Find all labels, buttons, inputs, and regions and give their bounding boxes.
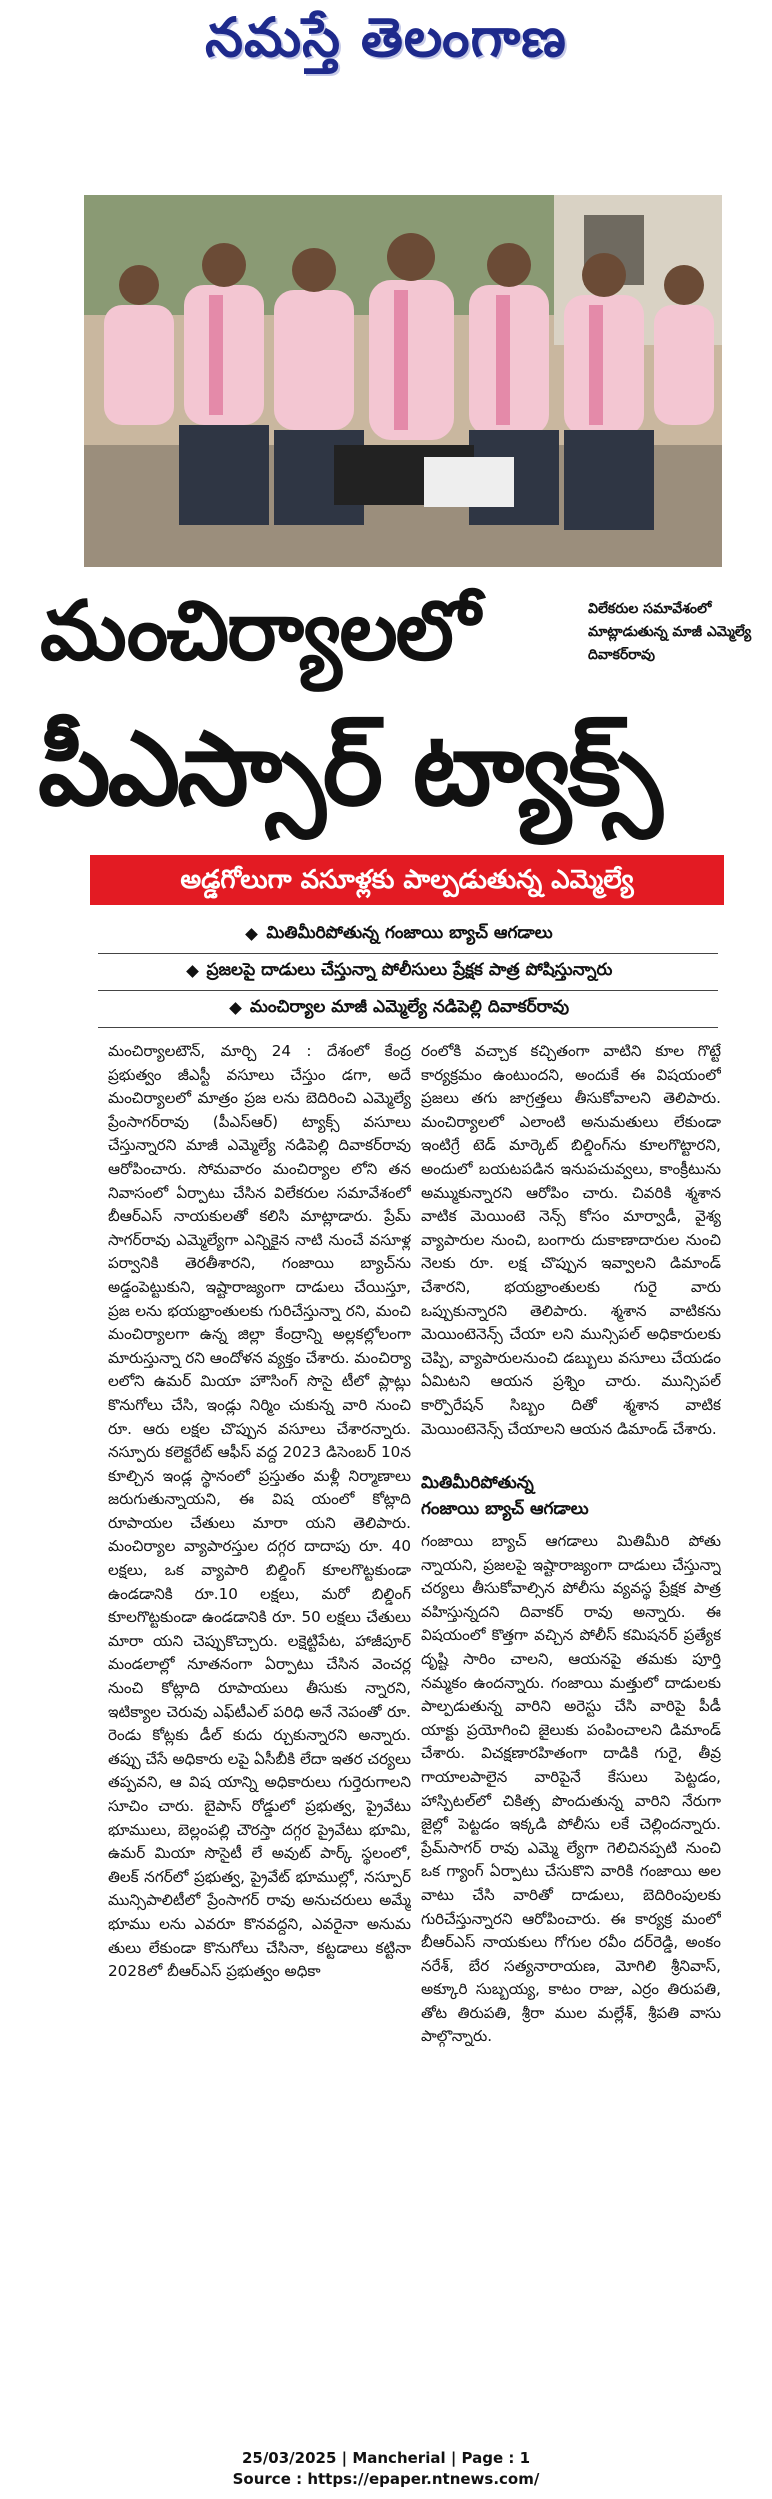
article-body-text: గంజాయి బ్యాచ్‌ ఆగడాలు మితిమీరి పోతు న్నాయని, ప్రజలపై ఇష్టారాజ్యంగా దాడులు చేస్తున్నా చర్యలు తీసుకోవాల్సిన పోలీసు వ్యవస్థ ప్రేక్షక పాత్ర వహిస్తున్నదని దివాకర్‌ రావు అన్నారు. ఈ విషయంలో కొత్తగా వచ్చిన పోలీస్‌ కమిషనర్‌ ప్రత్యేక దృష్టి సారిం చాలని, ఆయనపై తమకు పూర్తి నమ్మకం ఉందన్నారు. గంజాయి మత్తులో దాడులకు పాల్పడుతున్న వారిని అరెస్టు చేసి వారిపై పీడీ యాక్టు ప్రయోగించి జైలుకు పంపించాలని డిమాండ్‌ చేశారు. విచక్షణారహితంగా దాడికి గురై, తీవ్ర గాయాలపాలైన వారిపైనే కేసులు పెట్టడం, హాస్పిటల్‌లో చికిత్స పొందుతున్న వారిని నేరుగా జైల్లో పెట్టడం ఇక్కడి పోలీసు లకే చెల్లిందన్నారు. ప్రేమ్‌సాగర్‌ రావు ఎమ్మె ల్యేగా గెలిచినప్పటి నుంచి ఒక గ్యాంగ్‌ ఏర్పాటు చేసుకొని వారికి గంజాయి అల వాటు చేసి వారితో దాడులు, బెదిరింపులకు గురిచేస్తున్నారని ఆరోపించారు. ఈ కార్యక్ర మంలో బీఆర్‌ఎస్‌ నాయకులు గోగుల రవీం దర్‌రెడ్డి, అంకం నరేశ్‌, బేర సత్యనారాయణ, మోగిలి శ్రీనివాస్‌, అక్కూరి సుబ్బయ్య, కాటం రాజు, ఎర్రం తిరుపతి, తోట తిరుపతి, శ్రీరా ముల మల్లేశ్‌, శ్రీపతి వాసు పాల్గొన్నారు.	[421, 1532, 721, 2046]
diamond-bullet-icon	[229, 1002, 242, 1015]
newspaper-title: నమస్తే తెలంగాణ	[205, 6, 567, 69]
news-photo	[84, 195, 722, 567]
bullet-item	[80, 953, 720, 990]
divider	[98, 990, 718, 991]
deck-banner: అడ్డగోలుగా వసూళ్లకు పాల్పడుతున్న ఎమ్మెల్యే	[90, 855, 724, 905]
article-body-text: రంలోకి వచ్చాక కచ్చితంగా వాటిని కూల గొట్టే కార్యక్రమం ఉంటుందని, అందుకే ఈ విషయంలో ప్రజలు తగు జాగ్రత్తలు తీసుకోవాలని తెలిపారు. మంచిర్యాలలో ఎలాంటి అనుమతులు లేకుండా ఇంటిగ్రే టెడ్‌ మార్కెట్‌ బిల్డింగ్‌ను కూలగొట్టారని, అందులో బయటపడిన ఇనుపచువ్వలు, కాంక్రీటును అమ్ముకున్నారని ఆరోపిం చారు. చివరికి శ్మశాన వాటిక మెయింటె నెన్స్‌ కోసం మార్వాడీ, వైశ్య వ్యాపారుల నుంచి, బంగారు దుకాణాదారుల నుంచి నెలకు రూ. లక్ష చొప్పున ఇవ్వాలని డిమాండ్‌ చేశారని, భయభ్రాంతులకు గురై వారు ఒప్పుకున్నారని తెలిపారు. శ్మశాన వాటికను మెయింటెనెన్స్‌ చేయా లని మున్సిపల్‌ అధికారులకు చెప్పి, వ్యాపారులనుంచి డబ్బులు వసూలు చేయడం ఏమిటని ఆయన ప్రశ్నిం చారు. మున్సిపల్‌ కార్పొరేషన్‌ సిబ్బం దితో శ్మశాన వాటిక మెయింటెనెన్స్‌ చేయాలని ఆయన డిమాండ్‌ చేశారు.	[421, 1042, 721, 1438]
subheading-line2: గంజాయి బ్యాచ్‌ ఆగడాలు	[421, 1499, 589, 1519]
subheading-line1: మితిమీరిపోతున్న	[421, 1473, 534, 1493]
divider	[98, 953, 718, 954]
footer-source: Source : https://epaper.ntnews.com/	[232, 2470, 540, 2488]
article-column-1	[108, 1040, 411, 2432]
headline-line2: పీఎస్సార్‌ ట్యాక్స్‌	[38, 710, 660, 829]
bullet-text: ప్రజలపై దాడులు చేస్తున్నా పోలీసులు ప్రేక్షక పాత్ర పోషిస్తున్నారు	[206, 959, 613, 980]
diamond-bullet-icon	[186, 965, 199, 978]
bullet-text: మితిమీరిపోతున్న గంజాయి బ్యాచ్‌ ఆగడాలు	[266, 922, 553, 943]
article-body-text: మంచిర్యాలటౌన్‌, మార్చి 24 : దేశంలో కేంద్ర ప్రభుత్వం జీఎస్టీ వసూలు చేస్తుం డగా, అదే మంచిర్యాలలో మాత్రం ప్రజ లను బెదిరించి ఎమ్మెల్యే ప్రేంసాగర్‌రావు (పీఎస్‌ఆర్‌) ట్యాక్స్‌ వసూలు చేస్తున్నారని మాజీ ఎమ్మెల్యే నడిపెల్లి దివాకర్‌రావు ఆరోపించారు. సోమవారం మంచిర్యాల లోని తన నివాసంలో ఏర్పాటు చేసిన విలేకరుల సమావేశంలో బీఆర్‌ఎస్‌ నాయకులతో కలిసి మాట్లాడారు. ప్రేమ్‌ సాగర్‌రావు ఎమ్మెల్యేగా ఎన్నికైన నాటి నుంచే వసూళ్ల పర్వానికి తెరతీశారని, గంజాయి బ్యాచ్‌ను అడ్డంపెట్టుకుని, ఇష్టారాజ్యంగా దాడులు చేయిస్తూ, ప్రజ లను భయభ్రాంతులకు గురిచేస్తున్నా రని, మంచి మంచిర్యాలగా ఉన్న జిల్లా కేంద్రాన్ని అల్లకల్లోలంగా మారుస్తున్నా రని ఆందోళన వ్యక్తం చేశారు. మంచిర్యా లలోని ఉమర్‌ మియా హౌసింగ్‌ సొసై టీలో ప్లాట్లు కొనుగోలు చేసి, ఇండ్లు నిర్మిం చుకున్న వారి నుంచి రూ. ఆరు లక్షల చొప్పున వసూలు చేశారన్నారు. నస్పూరు కలెక్టరేట్‌ ఆఫీస్‌ వద్ద 2023 డిసెంబర్‌ 10న కూల్చిన ఇండ్ల స్థానంలో ప్రస్తుతం మళ్లీ నిర్మాణాలు జరుగుతున్నాయని, ఈ విష యంలో కోట్లాది రూపాయల చేతులు మారా యని తెలిపారు. మంచిర్యాల వ్యాపారస్తుల దగ్గర దాదాపు రూ. 40 లక్షలు, ఒక వ్యాపారి బిల్డింగ్‌ కూలగొట్టకుండా ఉండడానికి రూ.10 లక్షలు, మరో బిల్డింగ్‌ కూలగొట్టకుండా ఉండడానికి రూ. 50 లక్షలు చేతులు మారా యని చెప్పుకొచ్చారు. లక్షెట్టిపేట, హాజీపూర్‌ మండలాల్లో నూతనంగా ఏర్పాటు చేసిన వెంచర్ల నుంచి కోట్లాది రూపాయలు తీసుకు న్నారని, ఇటిక్యాల చెరువు ఎఫ్‌టీఎల్‌ పరిధి అనే నెపంతో రూ. రెండు కోట్లకు డీల్‌ కుదు ర్చుకున్నారని అన్నారు. తప్పు చేసే అధికారు లపై ఏసీబీకి లేదా ఇతర చర్యలు తప్పవని, ఆ విష యాన్ని అధికారులు గుర్తెరుగాలని సూచిం చారు. బైపాస్‌ రోడ్డులో ప్రభుత్వ, ప్రైవేటు భూములు, బెల్లంపల్లి చౌరస్తా దగ్గర ప్రైవేటు భూమి, ఉమర్‌ మియా సొసైటీ లే అవుట్‌ పార్క్‌ స్థలంలో, తిలక్‌ నగర్‌లో ప్రభుత్వ, ప్రైవేట్‌ భూముల్లో, నస్పూర్‌ మున్సిపాలిటీలో ప్రేంసాగర్‌ రావు అనుచరులు అమ్మే భూము లను ఎవరూ కొనవద్దని, ఎవరైనా అనుమ తులు లేకుండా కొనుగోలు చేసినా, కట్టడాలు కట్టినా 2028లో బీఆర్‌ఎస్‌ ప్రభుత్వం అధికా	[108, 1042, 411, 1981]
headline-line1: మంచిర్యాలలో	[40, 584, 479, 679]
bullet-item	[80, 916, 720, 953]
highlight-bullets	[80, 916, 720, 1027]
masthead	[0, 0, 772, 74]
diamond-bullet-icon	[245, 928, 258, 941]
bullet-item	[80, 990, 720, 1027]
press-meet-photo-image	[84, 195, 722, 567]
photo-caption: విలేకరుల సమావేశంలో మాట్లాడుతున్న మాజీ ఎమ్మెల్యే దివాకర్‌రావు	[588, 601, 752, 663]
subheading	[421, 1470, 721, 1522]
footer-dateline: 25/03/2025 | Mancherial | Page : 1	[241, 2449, 531, 2467]
article-column-2	[421, 1040, 721, 1460]
bullet-text: మంచిర్యాల మాజీ ఎమ్మెల్యే నడిపెల్లి దివాకర్‌రావు	[249, 996, 570, 1017]
article-column-2b	[421, 1530, 721, 2432]
page-footer	[0, 2448, 772, 2490]
divider	[98, 1027, 718, 1028]
